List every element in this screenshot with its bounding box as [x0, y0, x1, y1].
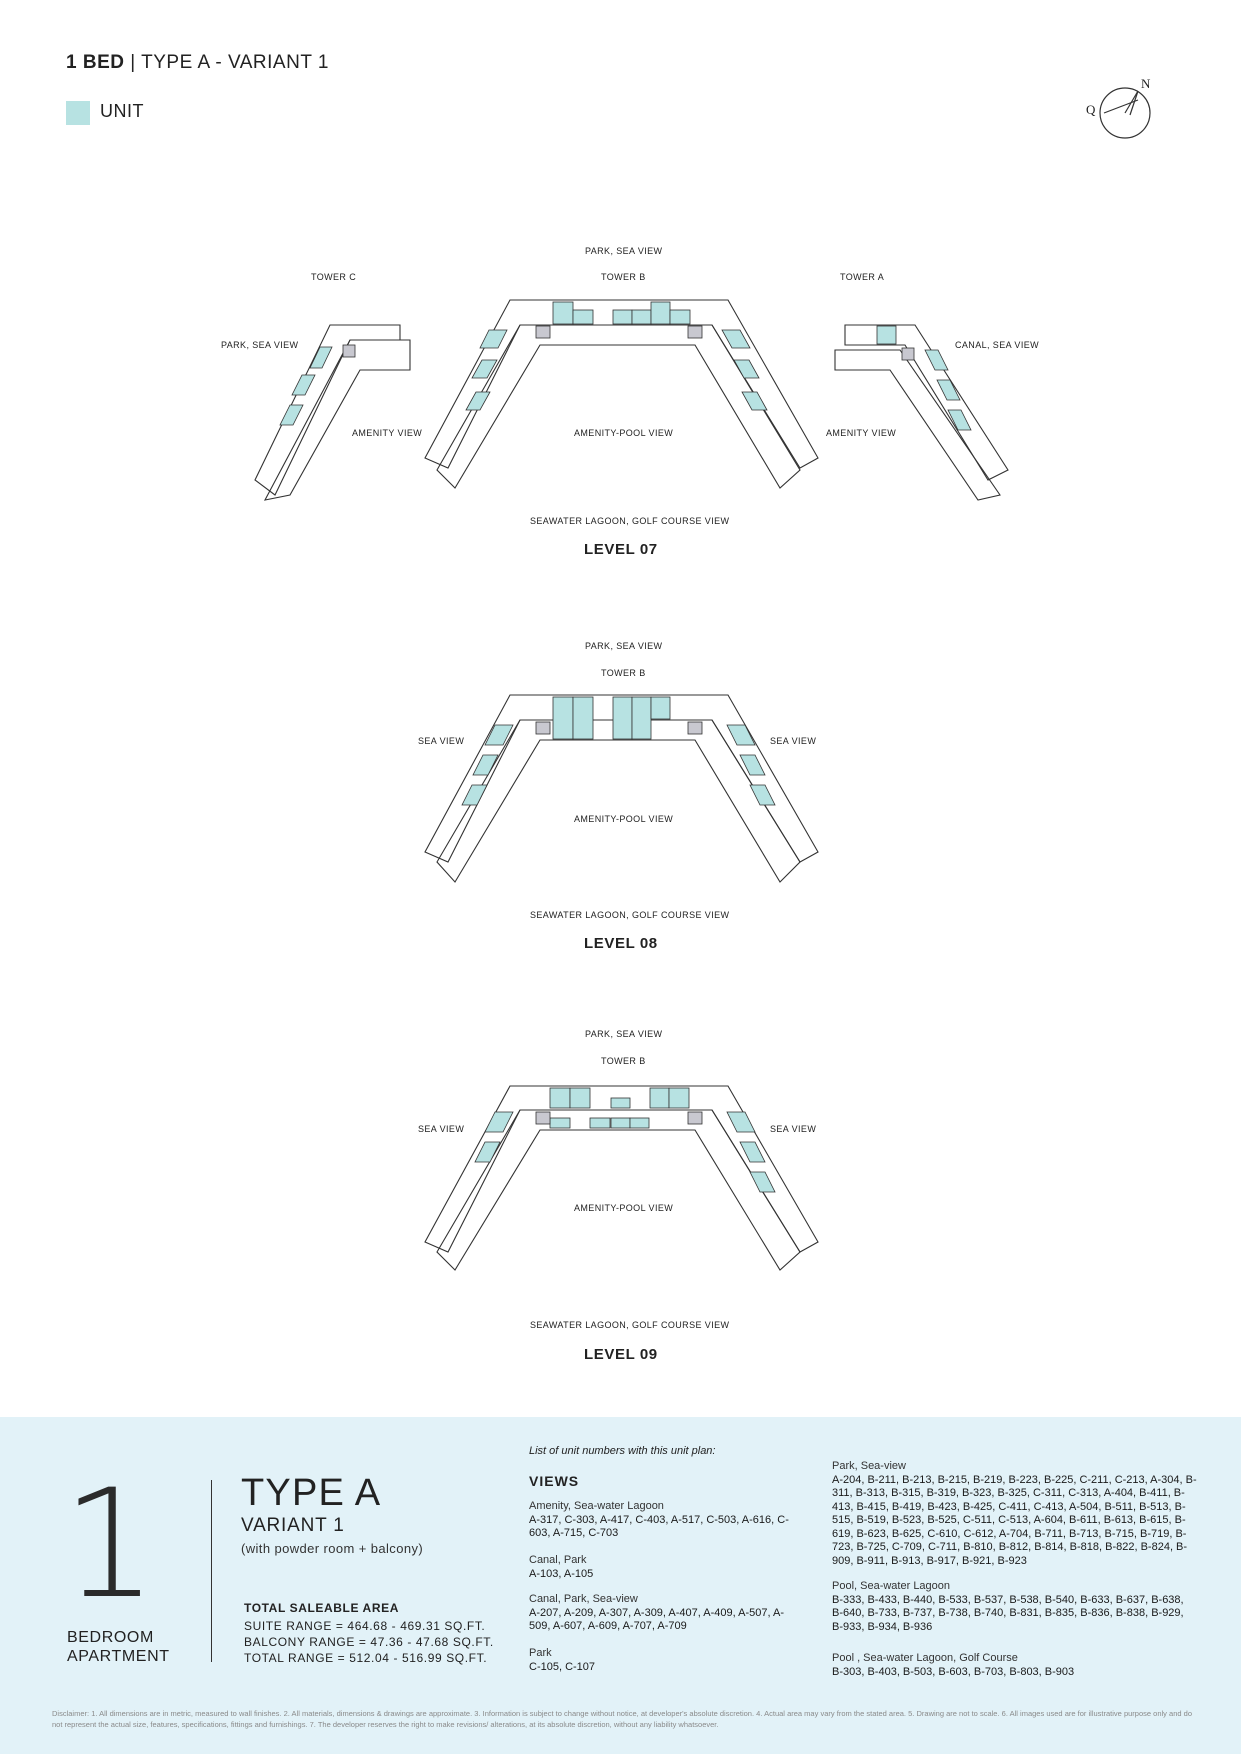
type-label: TYPE A - VARIANT 1 — [141, 52, 329, 73]
level07-view-amenity-right: AMENITY VIEW — [826, 428, 897, 438]
variant-note: (with powder room + balcony) — [241, 1541, 424, 1556]
balcony-range: BALCONY RANGE = 47.36 - 47.68 SQ.FT. — [244, 1635, 494, 1649]
total-range: TOTAL RANGE = 512.04 - 516.99 SQ.FT. — [244, 1651, 488, 1665]
view-group-title: Canal, Park, Sea-view — [529, 1593, 638, 1605]
view-group-units: A-204, B-211, B-213, B-215, B-219, B-223, B-225, C-211, C-213, A-304, B-311, B-313, B-315, B-319, B-323, B-325, C-311, C-313, A-404, B-411, B-413, B-415, B-419, B-423, B-425, C-411, C-413, A-504, B-511, B-513, B-515, B-519, B-523, B-525, C-511, C-513, A-604, B-611, B-613, B-615, B-619, B-623, B-625, C-610, C-612, A-704, B-711, B-713, B-715, B-719, B-723, B-725, C-709, C-711, B-810, B-812, B-814, B-818, B-822, B-824, B-909, B-911, B-913, B-917, B-921, B-923 — [832, 1473, 1197, 1567]
type-heading: TYPE A — [241, 1472, 382, 1514]
level07-view-amenity-left: AMENITY VIEW — [352, 428, 423, 438]
legend-label: UNIT — [100, 101, 144, 121]
view-group-amenity — [529, 1500, 799, 1541]
area-title: TOTAL SALEABLE AREA — [244, 1601, 399, 1615]
view-group-title: Canal, Park — [529, 1554, 587, 1566]
view-group-units: B-333, B-433, B-440, B-533, B-537, B-538, B-540, B-633, B-637, B-638, B-640, B-733, B-737, B-738, B-740, B-831, B-835, B-836, B-838, B-929, B-933, B-934, B-936 — [832, 1593, 1184, 1633]
view-group-park-sea — [832, 1460, 1197, 1568]
view-group-units: A-103, A-105 — [529, 1567, 594, 1580]
view-group-park — [529, 1647, 799, 1674]
level08-view-center: AMENITY-POOL VIEW — [574, 814, 674, 824]
view-group-canal-park-sea — [529, 1593, 799, 1634]
footer-divider — [211, 1480, 212, 1662]
level07-view-top: PARK, SEA VIEW — [585, 246, 663, 256]
bedroom-line1: BEDROOM — [67, 1629, 154, 1646]
view-group-title: Park, Sea-view — [832, 1460, 906, 1472]
level09-view-bottom: SEAWATER LAGOON, GOLF COURSE VIEW — [530, 1320, 730, 1330]
level08-view-top: PARK, SEA VIEW — [585, 641, 663, 651]
level08-view-bottom: SEAWATER LAGOON, GOLF COURSE VIEW — [530, 910, 730, 920]
view-group-pool-lagoon-golf — [832, 1652, 1197, 1679]
view-group-units: B-303, B-403, B-503, B-603, B-703, B-803, B-903 — [832, 1665, 1075, 1678]
view-group-title: Amenity, Sea-water Lagoon — [529, 1500, 664, 1512]
level08-view-right: SEA VIEW — [770, 736, 817, 746]
view-group-title: Pool, Sea-water Lagoon — [832, 1580, 951, 1592]
level09-title: LEVEL 09 — [584, 1346, 658, 1363]
level09-view-top: PARK, SEA VIEW — [585, 1029, 663, 1039]
bed-label: 1 BED — [66, 52, 125, 73]
level07-tower-c: TOWER C — [311, 272, 357, 282]
bedroom-apartment-label — [67, 1628, 170, 1666]
disclaimer: Disclaimer: 1. All dimensions are in metric, measured to wall finishes. 2. All materials, dimensions & drawings are approximate. 3. Information is subject to change without notice, at developer's absolute discretion. 4. Actual area may vary from the stated area. 5. Drawing are not to scale. 6. All images used are for illustrative purpose only and do not represent the actual size, features, specifications, fittings and furnishings. 7. The developer reserves the right to make revisions/ alterations, at its absolute discretion, without any liability whatsoever. — [52, 1709, 1192, 1729]
level09-view-right: SEA VIEW — [770, 1124, 817, 1134]
level09-view-left: SEA VIEW — [418, 1124, 465, 1134]
level07-tower-b: TOWER B — [601, 272, 646, 282]
view-group-title: Pool , Sea-water Lagoon, Golf Course — [832, 1652, 1018, 1664]
compass-mark: Q — [1086, 102, 1096, 117]
level07-tower-a: TOWER A — [840, 272, 885, 282]
level09-view-center: AMENITY-POOL VIEW — [574, 1203, 674, 1213]
level08-view-left: SEA VIEW — [418, 736, 465, 746]
compass-north: N — [1141, 76, 1151, 91]
level07-title: LEVEL 07 — [584, 541, 658, 558]
variant-heading: VARIANT 1 — [241, 1515, 345, 1536]
view-group-pool-lagoon — [832, 1580, 1197, 1634]
level07-view-bottom: SEAWATER LAGOON, GOLF COURSE VIEW — [530, 516, 730, 526]
level07-view-right: CANAL, SEA VIEW — [955, 340, 1040, 350]
level07-view-center: AMENITY-POOL VIEW — [574, 428, 674, 438]
level08-tower-b: TOWER B — [601, 668, 646, 678]
view-group-units: C-105, C-107 — [529, 1660, 596, 1673]
bedroom-line2: APARTMENT — [67, 1648, 170, 1665]
list-heading: List of unit numbers with this unit plan: — [529, 1445, 716, 1457]
views-heading: VIEWS — [529, 1473, 580, 1489]
view-group-title: Park — [529, 1647, 552, 1659]
bedroom-count: 1 — [62, 1458, 158, 1632]
view-group-canal-park — [529, 1554, 799, 1581]
level09-tower-b: TOWER B — [601, 1056, 646, 1066]
suite-range: SUITE RANGE = 464.68 - 469.31 SQ.FT. — [244, 1619, 486, 1633]
view-group-units: A-317, C-303, A-417, C-403, A-517, C-503, A-616, C-603, A-715, C-703 — [529, 1513, 789, 1539]
level08-title: LEVEL 08 — [584, 935, 658, 952]
view-group-units: A-207, A-209, A-307, A-309, A-407, A-409, A-507, A-509, A-607, A-609, A-707, A-709 — [529, 1606, 785, 1632]
title-separator: | — [130, 52, 136, 73]
level07-view-left: PARK, SEA VIEW — [221, 340, 299, 350]
